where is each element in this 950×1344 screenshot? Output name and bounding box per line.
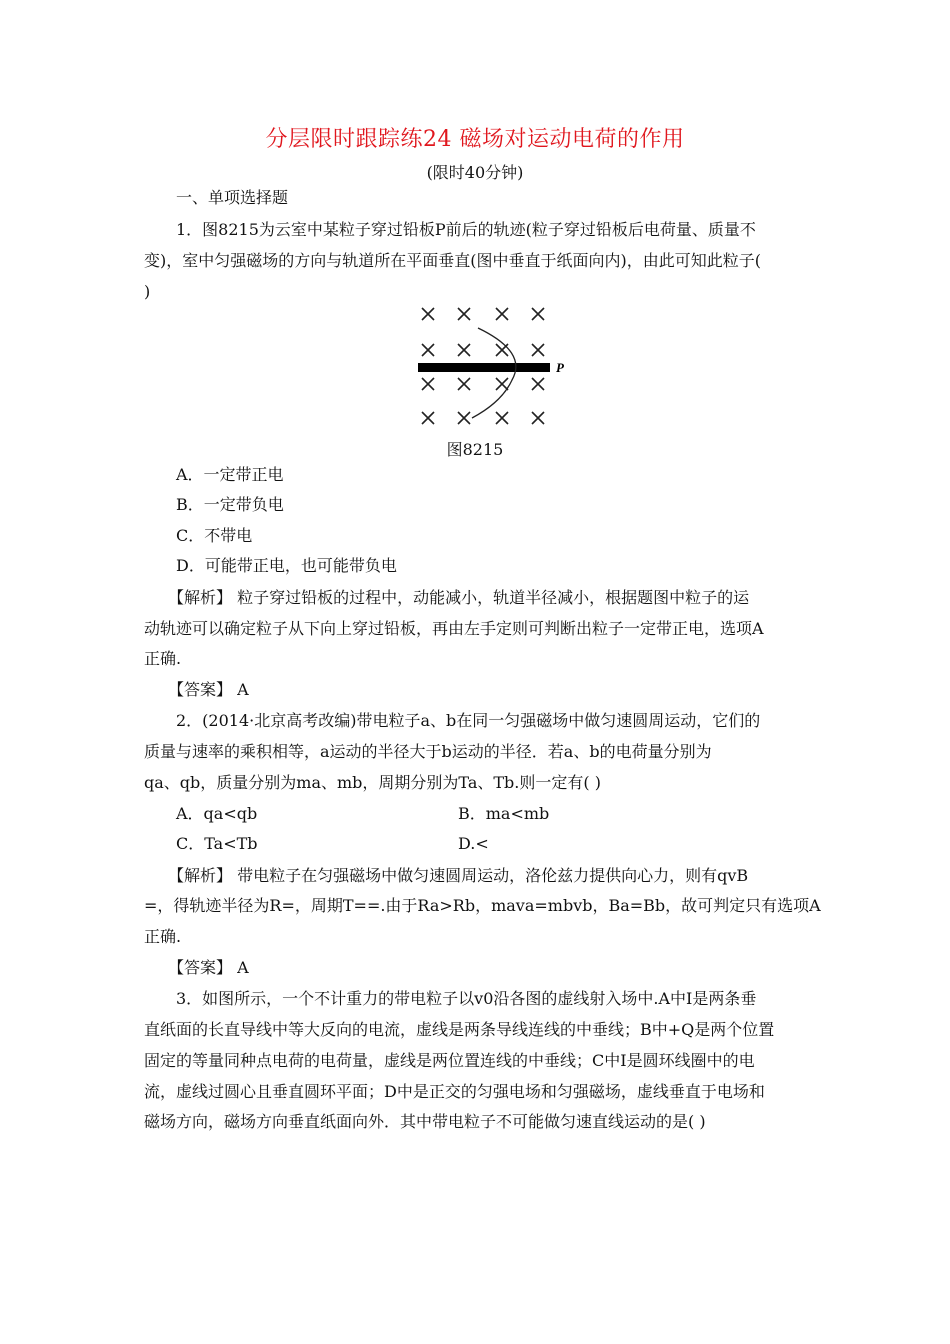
q1-analysis: 动轨迹可以确定粒子从下向上穿过铅板，再由左手定则可判断出粒子一定带正电，选项A <box>144 619 764 638</box>
figure-caption: 图8215 <box>446 440 504 459</box>
q1-answer: 【答案】 A <box>168 680 249 699</box>
q1-line: 1．图8215为云室中某粒子穿过铅板P前后的轨迹(粒子穿过铅板后电荷量、质量不 <box>176 220 756 239</box>
q3-line: 磁场方向，磁场方向垂直纸面向外．其中带电粒子不可能做匀速直线运动的是( ) <box>144 1112 706 1131</box>
q2-line: 质量与速率的乘积相等，a运动的半径大于b运动的半径．若a、b的电荷量分别为 <box>144 742 712 761</box>
q1-line: 变)，室中匀强磁场的方向与轨道所在平面垂直(图中垂直于纸面向内)，由此可知此粒子( <box>144 251 761 270</box>
q3-line: 固定的等量同种点电荷的电荷量，虚线是两位置连线的中垂线；C中I是圆环线圈中的电 <box>144 1051 755 1070</box>
q1-analysis: 【解析】 粒子穿过铅板的过程中，动能减小，轨道半径减小，根据题图中粒子的运 <box>168 588 750 607</box>
cloud-chamber-figure <box>410 300 580 430</box>
q1-line: ) <box>144 282 151 301</box>
q2-option-c: C．Ta<Tb <box>176 834 258 853</box>
q2-answer: 【答案】 A <box>168 958 249 977</box>
q1-option-d: D．可能带正电，也可能带负电 <box>176 556 397 575</box>
q2-analysis: =，得轨迹半径为R=，周期T==.由于Ra>Rb，mava=mbvb，Ba=Bb，故可判定只有选项A <box>144 896 821 915</box>
q1-analysis: 正确. <box>144 649 182 668</box>
q2-option-d: D.< <box>458 834 489 853</box>
q3-line: 直纸面的长直导线中等大反向的电流，虚线是两条导线连线的中垂线；B中+Q是两个位置 <box>144 1020 775 1039</box>
q3-line: 3．如图所示，一个不计重力的带电粒子以v0沿各图的虚线射入场中.A中I是两条垂 <box>176 989 757 1008</box>
time-limit: (限时40分钟) <box>426 163 524 182</box>
q1-option-a: A．一定带正电 <box>176 465 284 484</box>
particle-trajectory <box>472 328 516 418</box>
q2-analysis: 【解析】 带电粒子在匀强磁场中做匀速圆周运动，洛伦兹力提供向心力，则有qvB <box>168 866 749 885</box>
page-title: 分层限时跟踪练24 磁场对运动电荷的作用 <box>265 127 685 152</box>
plate-label: P <box>556 360 564 375</box>
q1-option-b: B．一定带负电 <box>176 495 284 514</box>
lead-plate <box>418 363 550 372</box>
section-heading: 一、单项选择题 <box>176 188 289 207</box>
q2-line: qa、qb，质量分别为ma、mb，周期分别为Ta、Tb.则一定有( ) <box>144 773 601 792</box>
q2-analysis: 正确. <box>144 927 182 946</box>
q2-option-b: B．ma<mb <box>458 804 550 823</box>
q3-line: 流，虚线过圆心且垂直圆环平面；D中是正交的匀强电场和匀强磁场，虚线垂直于电场和 <box>144 1082 765 1101</box>
q2-option-a: A．qa<qb <box>176 804 258 823</box>
q1-option-c: C．不带电 <box>176 526 253 545</box>
q2-line: 2．(2014·北京高考改编)带电粒子a、b在同一匀强磁场中做匀速圆周运动，它们的 <box>176 711 761 730</box>
